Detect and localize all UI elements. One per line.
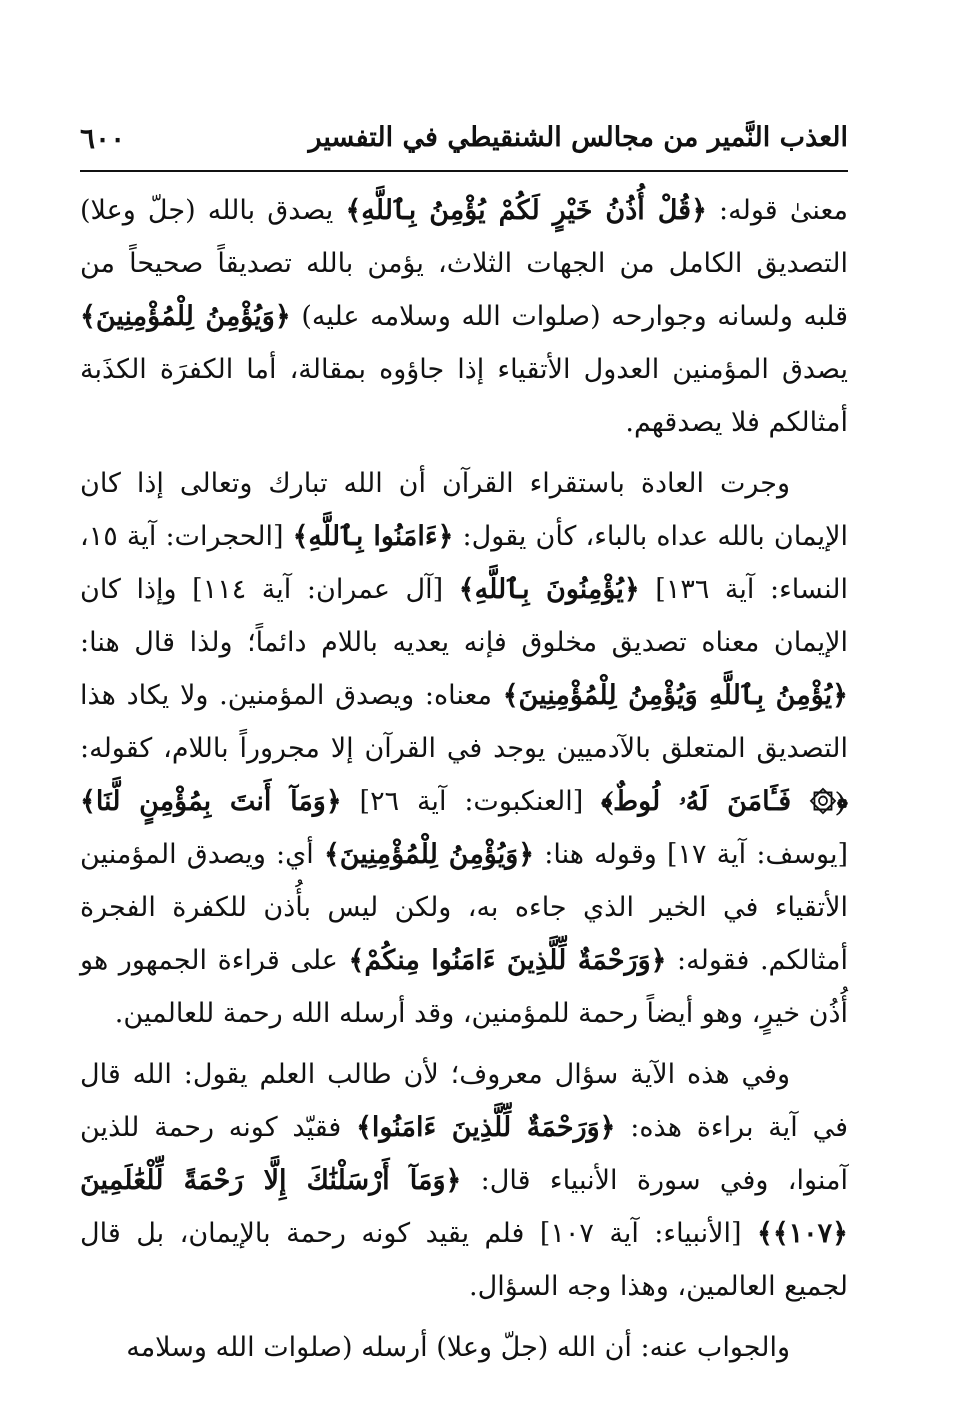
- body-text: [الأنبياء: آية ١٠٧] فلم يقيد كونه رحمة بالإيمان، بل قال لجميع العالمين، وهذا وجه السؤال.: [80, 1218, 848, 1302]
- body-text: [آل عمران: آية ١١٤] وإذا كان الإيمان معناه تصديق مخلوق فإنه يعديه باللام دائماً؛ ولذا قال هنا:: [80, 574, 848, 658]
- quran-quote: ﴿قُلْ أُذُنُ خَيْرٍ لَكُمْ يُؤْمِنُ بِٱللَّهِ﴾: [345, 195, 707, 226]
- body-text: [الحجرات: آية ١٥، النساء: آية ١٣٦]: [80, 521, 848, 605]
- quran-quote: ﴿وَيُؤْمِنُ لِلْمُؤْمِنِينَ﴾: [323, 839, 535, 870]
- quran-quote: ﴿وَمَآ أَرْسَلْنَٰكَ إِلَّا رَحْمَةً لِّلْعَٰلَمِينَ ﴿١٠٧﴾﴾: [80, 1165, 848, 1249]
- body-text: فقيّد كونه رحمة للذين آمنوا، وفي سورة الأنبياء قال:: [80, 1112, 849, 1196]
- quran-quote: ﴿يُؤْمِنُ بِٱللَّهِ وَيُؤْمِنُ لِلْمُؤْمِنِينَ﴾: [502, 680, 848, 711]
- paragraph-3: [80, 1048, 848, 1313]
- body-text: معنىٰ قوله:: [706, 195, 848, 226]
- page-body: [80, 184, 848, 1382]
- page-header: [80, 116, 848, 166]
- paragraph-2: [80, 457, 848, 1040]
- body-text: وفي هذه الآية سؤال معروف؛ لأن طالب العلم يقول: الله قال في آية براءة هذه:: [80, 1059, 848, 1143]
- page-number: ٦٠٠: [80, 122, 126, 155]
- body-text: [العنكبوت: آية ٢٦]: [341, 786, 602, 817]
- body-text: على قراءة الجمهور هو أُذُن خيرٍ، وهو أيضاً رحمة للمؤمنين، وقد أرسله الله رحمة للعالمين.: [80, 945, 848, 1029]
- body-text: [يوسف: آية ١٧] وقوله هنا:: [534, 839, 848, 870]
- body-text: معناه: ويصدق المؤمنين. ولا يكاد هذا التصديق المتعلق بالآدميين يوجد في القرآن إلا مجروراً باللام، كقوله:: [80, 680, 848, 764]
- quran-quote: ﴿وَمَآ أَنتَ بِمُؤْمِنٍ لَّنَا﴾: [80, 786, 342, 817]
- body-text: والجواب عنه: أن الله (جلّ وعلا) أرسله (صلوات الله وسلامه: [126, 1332, 790, 1363]
- paragraph-1: [80, 184, 848, 449]
- header-rule: [80, 170, 848, 172]
- body-text: أي: ويصدق المؤمنين الأتقياء في الخير الذي جاءه به، ولكن ليس بأُذن للكفرة الفجرة أمثالكم. فقوله:: [80, 839, 848, 976]
- quran-quote: ﴿۞ فَـَٔامَنَ لَهُۥ لُوطٌ﴾: [601, 786, 848, 817]
- body-text: يصدق المؤمنين العدول الأتقياء إذا جاؤوه بمقالة، أما الكفرَة الكذَبة أمثالكم فلا يصدقهم.: [80, 354, 848, 438]
- body-text: وجرت العادة باستقراء القرآن أن الله تبارك وتعالى إذا كان الإيمان بالله عداه بالباء، كأن يقول:: [80, 468, 848, 552]
- quran-quote: ﴿يُؤْمِنُونَ بِٱللَّهِ﴾: [458, 574, 640, 605]
- running-title: العذب النَّمير من مجالس الشنقيطي في التفسير: [308, 122, 848, 153]
- body-text: يصدق بالله (جلّ وعلا) التصديق الكامل من الجهات الثلاث، يؤمن بالله تصديقاً صحيحاً من قلبه ولسانه وجوارحه (صلوات الله وسلامه عليه): [80, 195, 848, 332]
- quran-quote: ﴿وَيُؤْمِنُ لِلْمُؤْمِنِينَ﴾: [80, 301, 291, 332]
- quran-quote: ﴿وَرَحْمَةٌ لِّلَّذِينَ ءَامَنُوا مِنكُمْ﴾: [348, 945, 667, 976]
- quran-quote: ﴿ءَامَنُوا بِٱللَّهِ﴾: [292, 521, 454, 552]
- quran-quote: ﴿وَرَحْمَةٌ لِّلَّذِينَ ءَامَنُوا﴾: [356, 1112, 616, 1143]
- paragraph-4: [80, 1321, 848, 1374]
